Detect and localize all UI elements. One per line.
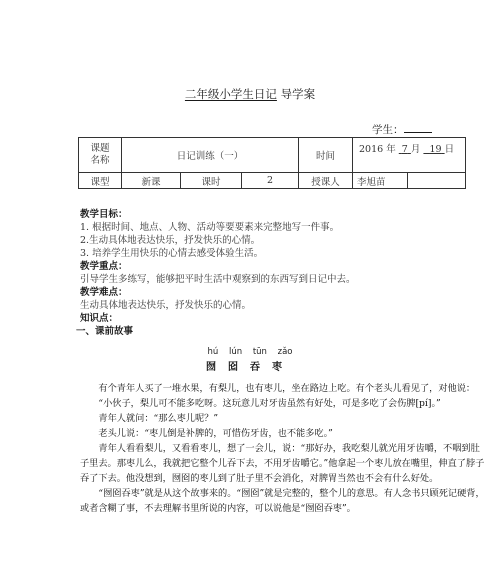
- goal-item: 3. 培养学生用快乐的心情去感受体验生活。: [80, 248, 264, 259]
- date-month: [399, 144, 411, 155]
- hours-value: 2: [266, 175, 274, 186]
- key-heading: 教学重点：: [80, 261, 128, 272]
- type-label: 课型: [90, 176, 110, 188]
- lesson-info-table: [78, 137, 466, 189]
- story-paragraph: 老头儿说：“枣儿倒是补脾的，可惜伤牙齿，也不能多吃。”: [98, 428, 333, 439]
- student-label: 学生：: [372, 124, 404, 136]
- time-label: 时间: [315, 151, 335, 162]
- key-text: 引导学生多练写，能够把平时生活中观察到的东西写到日记中去。: [80, 274, 356, 285]
- page-title: [0, 86, 500, 102]
- knowledge-heading: 知识点：: [80, 313, 119, 324]
- story-body: [80, 381, 485, 516]
- title-main: 二年级小学生日记: [184, 87, 277, 101]
- teacher-label-cell: [299, 173, 353, 189]
- section-heading: 一、课前故事: [76, 326, 134, 337]
- empty-cell: [408, 173, 466, 189]
- hours-value-cell: [242, 173, 299, 189]
- difficult-text: 生动具体地表达快乐，抒发快乐的心情。: [80, 300, 252, 311]
- title-suffix: 导学案: [280, 87, 316, 101]
- topic-label: 课题名称: [90, 143, 110, 166]
- date-day: [423, 144, 444, 155]
- story-paragraph: “小伙子，梨儿可不能多吃呀。这玩意儿对牙齿虽然有好处，可是多吃了会伤脾[pí]。”: [98, 398, 441, 409]
- story-title: 囫囵吞枣: [206, 362, 294, 373]
- type-value-cell: [122, 173, 181, 189]
- date-day-value: 19: [429, 144, 442, 155]
- story-paragraph: 有个青年人买了一堆水果，有梨儿，也有枣儿，坐在路边上吃。有个老头儿看见了，对他说：: [98, 383, 476, 394]
- student-field: [372, 122, 432, 137]
- time-label-cell: [299, 138, 353, 173]
- story-paragraph: “囫囵吞枣”就是从这个故事来的。“囫囵”就是完整的，整个儿的意思。有人念书只顾死记硬背，或者含糊了事，不去理解书里所说的内容，可以说他是“囫囵吞枣”。: [80, 488, 485, 514]
- goal-item: 2.生动具体地表达快乐，抒发快乐的心情。: [80, 235, 261, 246]
- story-paragraph: 青年人就问：“那么枣儿呢？”: [98, 413, 219, 424]
- hours-label: 课时: [201, 176, 221, 188]
- topic-label-cell: [79, 138, 122, 173]
- goal-item: 1. 根据时间、地点、人物、活动等要要素来完整地写一件事。: [80, 222, 340, 233]
- type-label-cell: [79, 173, 122, 189]
- teacher-value-cell: [353, 173, 408, 189]
- story-pinyin: hú lún tūn zǎo: [207, 347, 293, 357]
- teacher-label: 授课人: [311, 176, 340, 188]
- difficult-heading: 教学难点：: [80, 287, 128, 298]
- teacher-value: 李旭苗: [357, 176, 386, 188]
- type-value: 新课: [141, 176, 161, 188]
- date-year-unit: 年: [386, 144, 396, 155]
- date-year: 2016: [359, 144, 384, 155]
- goals-heading: 教学目标：: [80, 209, 128, 220]
- story-paragraph: 青年人看看梨儿，又看看枣儿，想了一会儿，说：“那好办，我吃梨儿就光用牙齿嚼，不咽到肚子里去。那枣儿么，我就把它整个儿吞下去，不用牙齿嚼它。”他拿起一个枣儿放在嘴里，伸直了脖子吞了下去。他没想到，囫囵的枣儿到了肚子里不会消化，对脾胃当然也不会有什么好处。: [80, 443, 485, 484]
- student-blank: [404, 123, 432, 133]
- date-cell: [353, 138, 466, 173]
- date-month-unit: 月: [410, 144, 421, 155]
- hours-label-cell: [181, 173, 242, 189]
- topic-value: 日记训练（一）: [176, 151, 244, 162]
- topic-value-cell: [122, 138, 299, 173]
- date-day-unit: 日: [444, 144, 455, 155]
- lesson-plan-content: [76, 208, 485, 338]
- date-month-value: 7: [401, 144, 408, 155]
